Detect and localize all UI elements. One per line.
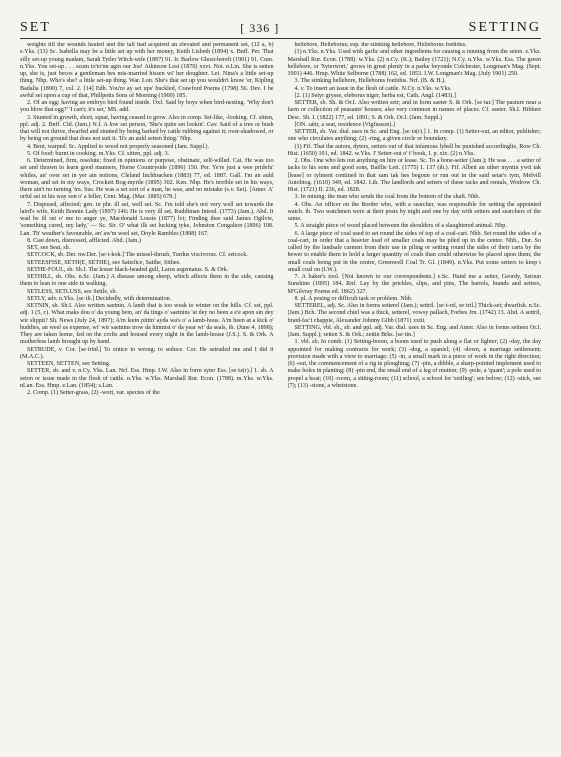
right-column [288, 42, 542, 749]
entry-paragraph: 7. Disposed, affected; gen. in phr. ill set, well set. Sc. I'm told she's not very well set towards the laird's wife, Keith Bonnie Lady (1897) 146; He is very ill set, Ruddiman Introd. (1773) (Jam.). Abd. It wad be ill set o' me to anger ye, Macdonald Lossie (1877) lvi; Finding thee said James Ogilvie, 'something cured, my lady,' — Sc. Sir. O' what ilk set lucking tyke, Johnston Congalton (1896) 108. Lan. Th' weather's favourable, an' aw'm weel set, Doyle Rambles (1898) 167. [20, 201, 274, 237]
entry-paragraph: SETTEEN, SETTEN, see Setting. [27, 361, 111, 367]
entry-paragraph: 4. v. To insert an issue in the flesh of cattle. N.Cy. n.Yks. w.Yks. [294, 85, 452, 92]
entry-paragraph: SET, see Seat, sb. [27, 245, 71, 251]
entry-paragraph: SETEESFISE, SETH(E, SETHE), see Satisfice, Saithe, Sithee. [27, 259, 181, 266]
entry-paragraph: SETTER, sb. Sh. & Or.I. Also written setr; and in form saeter S. & Ork. [se·tar.] The pasture near a farm or collection of peasants' houses; also very common in names of places. Cf. saeter. Sh.I. Hibbert Desc. Sh. I. (1822) 177, ed. 1891; S. & Ork. Or.I. (Jam. Suppl.) [287, 100, 541, 121]
entry-paragraph: SETTING, vbl. sb., sb. and ppl. adj. Var. dial. uses in Sc. Eng. and Amer. Also in forms setteen Or.I. (Jam. Suppl.); setten S. & Ork.; zettin Brks. [se·tin.] [287, 324, 541, 338]
entry-paragraph: 2. Comp. (1) Setter-grass, (2) -wort, var. species of the [27, 390, 160, 396]
header-left-word: SET [20, 20, 51, 35]
entry-paragraph: weights till the wounds healed and the tail had acquired an elevated and permanent set, (12 a, b) e.Yks. (13) Sc. Isabella may be a little set up with her money, Keith Lisbeth (1894) x. Bnff. Per. That silly set-up young madam, Sarah Tytler Witch-wife (1897) 91. Ir. Barlow Ghost-bereft (1901) 91. Cum. n.Yks. You set-up . . . scum to'to'nn agin our Joe! Atkinson Lost (1870) xxvi. Not. n.Lin. She is setten up, she is, just becos a gentleman hes mis-married hissen wi' her doughter. Lei. Nina's a little set-up thing. Nhp. Who's she? a little set-up thing. War. Lon. She's that set up you wouldn't know 'er, Kipling Badalia (1890) 7, col. 2. [14] Edb. You're ay set ups' buckled, Crawford Poems (1798) 56. Dev. I be awful set upon a cup of that, Phillpotts Sons of Morning (1900) 185. [20, 42, 274, 99]
entry-paragraph: hellebore, Helleborus; esp. the stinking hellebore, Helleborus foetidus. [294, 42, 467, 48]
entry-paragraph: 3. Stunted in growth, short, squat, having ceased to grow. Also in comp. Set-like, -looking. Cf. sitten, ppl. adj. 2. Bnff. Cld. (Jam.) N.I. A low set person, 'She's quite set lookin'. Cav. Said of a tree or bush that will not thrive, dwarfed and stunted by being barked by cattle rubbing against it; over-shadowed, or by being on ground that does not suit it. 'It's an auld setten thing.' Nhp. [20, 114, 274, 143]
entry-paragraph: 6. Determined, firm, resolute; fixed in opinions or purpose, obstinate, self-willed. Cai. He was too set and thrawn to learn good manners, Horne Countryside (1896) 150. Per. Ye're just a wee pridefu' whiles, an' over set in yer ain notions, Cleland Inchbracken (1883) 77, ed. 1887. Gall. I'm an auld woman, and set in my ways, Crockett Bog-myrtle (1895) 302. Ken. Nhp. He's terrible set in his ways, there ain't no turning 'im. Sus. He was a set sort of a man, he was, and no mistake (s.v. Set). [Amer. A' orful set in his way son o' a feller, Cent. Mag. (Mar. 1885) 678.] [20, 158, 274, 201]
entry-paragraph: 1. vbl. sb. In comb. (1) Setting-boom, a boom used to push along a flat or lighter; (2) -day, the day appointed for making contracts for work; (3) -dog, a spaniel; (4) -down, a marriage settlement; provision made with a view to marriage; (5) -in, a small mark in a piece of work in the right direction; (6) -out, the commencement of a rig in ploughing; (7) -pin, a dibble, a sharp-pointed implement used to make holes in planting; (8) -pin end, the small end of a leg of mutton; (9) -pole, a 'quant'; a pole used to propel a boat; (10) -room, a sitting-room; (11) school, a school for 'settling'; see below; (12) -stick, see (7); (13) -stone, a whetstone. [287, 339, 541, 389]
entry-paragraph: 5. A straight piece of wood placed between the shoulders of a slaughtered animal. Nhp. [294, 223, 507, 230]
entry-paragraph: SETLY, adv. n.Yks. [se·tli.] Decidedly, with determination. [27, 295, 172, 302]
entry-paragraph: SETTER, sb. and v. n.Cy. Yks. Lan. Nrf. Ess. Hmp. I.W. Also in form syter Ess. [se·tə(r).] 1. sb. A seton or issue made in the flesh of cattle. n.Yks. w.Yks. Marshall Rur. Econ. (1788). m.Yks. w.Yks. nLan. Ess. Hmp. e.Lan. (1854); s.Lan. [20, 368, 274, 389]
entry-paragraph: [ON. sǽtr, a seat, residence (Vigfusson).] [294, 121, 395, 128]
entry-paragraph: 3. The stinking hellebore, Helleborus foetidus. Nrf. (B. & H.). [294, 78, 446, 85]
entry-paragraph: SETCOCK, sb. Der. nw.Der. [se·t-kok.] The missel-thrush, Turdus viscivorus. Cf. setcock. [27, 252, 248, 259]
entry-paragraph: 2. Of an egg: having an embryo bird found inside. Oxf. Said by boys when bird-nesting. 'Why don't you blow that egg?' 'I can't; it's set,' MS. add. [20, 100, 274, 114]
entry-paragraph: 7. A baker's tool. [Not known to our correspondents.] e.Sc. Hand me a setter, Geordy, Setoun Sunshine (1895) 184. Rnf. Lay by the prickles, slips, and pins, The barrels, brands and setters, M'Gilvray Poems ed. 1862) 327. [287, 274, 541, 295]
entry-paragraph: 6. A large piece of coal used to set round the sides of top of a coal-cart. Nhb. Set round the sides of a coal-cart, in order that a heavier load of smaller coals may be piled up in the centre. Nhb., Dur. So called by the landsale carmen from their use in piling or setting round the sides of their carts by the hewer to enable them to hold a larger quantity of coals than could otherwise be placed upon them; the small coals being put in the centre, Greenwell Coal Tr. Gl. (1849). n.Yks. Put some setters to keep t small coal on (I.W.). [287, 230, 541, 273]
entry-paragraph: SETHE-FOUL, sb. Sh.I. The lesser black-headed gull, Larus argentatus. S. & Ork. [27, 266, 229, 273]
entry-paragraph: SETNIN, sb. Sh.I. Also written saetnin. A lamb that is too weak to winter on the hills. Cf. set, ppl. adj. 1 (5, c). What maks dou o' da young bein, an' da tings o' saetnins 'at dey no been a e'e apon sin dey wir slippit? Sh. News (July 24, 1897); A'm leein pittin' ayda wa's o' a lamb-hous. A'm been at a kick o' buddies, an weel us expense, wi' wir saetnins trow da hinmist o' da year wi' da seals, ib. (June 4, 1898); They are taken home, fed on the crofts and housed every night in the lamb-house (J.S.). S. & Ork. A motherless lamb brought up by hand. [20, 303, 274, 346]
entry-paragraph: 4. Bent, warped. Sc. Applied to wood not properly seasoned (Jam. Suppl.). [27, 143, 210, 150]
entry-paragraph: 3. In mining: the man who sends the coal from the bottom of the shaft. Nhb. [294, 194, 480, 201]
left-column [20, 42, 274, 749]
entry-paragraph: SETHILL, sb. Obs. n.Sc. (Jam.) A disease among sheep, which affects them in the side, causing them to lean to one side in walking. [20, 274, 274, 288]
entry-paragraph: SETTEREL, adj. Sc. Also in forms setterel (Jam.); settril. [se·t-rel, se·tril.] Thick-set; dwarfish. n.Sc. (Jam.) Bch. The second chiel was a thick, setterel, vowsy pallach, Forbes Jrn. (1742) 13. Abd. A settril, braid-fac't chappie, Alexander Johnny Gibb (1871) xxiii. [287, 303, 541, 324]
text-columns [20, 42, 541, 749]
entry-paragraph: SETTER, sb. Var. dial. uses in Sc. and Eng. [se·tə(r).] 1. In comp. (1) Setter-out, an editor, publisher; one who circulates anything; (2) -ring, a given circle or boundary. [287, 129, 541, 143]
entry-paragraph: 4. Obs. An officer on the Border who, with a searcher, was responsible for setting the appointed watch. ib. Two watchmen were at their posts by night and one by day with setters and searchers of the same. [287, 201, 541, 222]
running-header [20, 14, 541, 39]
entry-paragraph: (1) Fif. Thai the autors, dyters, setters out of that infamous lybell be punished accordinglie, Row Ch. Hist. (1650) 101, ed. 1842. w.Yks. I' Setter-out o' t' book, I. p. xix. (2) n.Yks. [287, 143, 541, 157]
entry-paragraph: (1) n.Yks. n.Yks. Used with garlic and other ingredients for causing a running from the seton. e.Yks. Marshall Rur. Econ. (1788). w.Yks. (2) n.Cy. (K.); Bailey (1721); N.Cy. n.Yks. w.Yks. Ess. The green hellebore, or 'Syterwort,' grows in great plenty in a parke beyonde Colchester, Longman's Mag. (Sept. 1901) 446. Hmp. White Selborne (1788) 162, ed. 1853. I.W. Longman's Mag. (July 1901) 250. [287, 49, 541, 77]
entry-paragraph: SETLESS, SETLUSS, see Settle, sb. [27, 288, 118, 295]
entry-paragraph: 8. Cast down, distressed, afflicted. Abd. (Jam.) [27, 237, 141, 244]
header-right-word: SETTING [468, 20, 541, 35]
page-number: [ 336 ] [240, 21, 280, 35]
entry-paragraph: 2. Obs. One who lets out anything on hire or lease. Sc. To a bone-setter (Jam.); He was . . . a setter of tacks to his sons and good sons, Baillie Lett. (1775) I. 137 (ib.). Fif. Albeit an uther myntin ywit tak [lease] or tylment contined in that sam tak hes begoun or run out in the said setar's tym, Melvill Autobiog. (1610) 349, ed. 1842. Lth. The landlords and setters of these tacks and rentals, Wodrow Ch. Hist. (1721) II. 236, ed. 1828. [287, 158, 541, 193]
entry-paragraph: [2. (1) Setyr grysse, eleborus niger, herba est, Cath. Angl. (1483).] [294, 92, 456, 99]
entry-paragraph: SETRUDE, v. Cor. [se·trūd.] To entice to wrong; to seduce. Cor. He setruded me and I did it (M.A.C.). [20, 346, 274, 360]
entry-paragraph: 8. pl. A posing or difficult task or problem. Nhb. [294, 295, 413, 302]
entry-paragraph: 5. Of food: burnt in cooking. m.Yks. Cf. sitten, ppl. adj. 3. [27, 150, 170, 157]
